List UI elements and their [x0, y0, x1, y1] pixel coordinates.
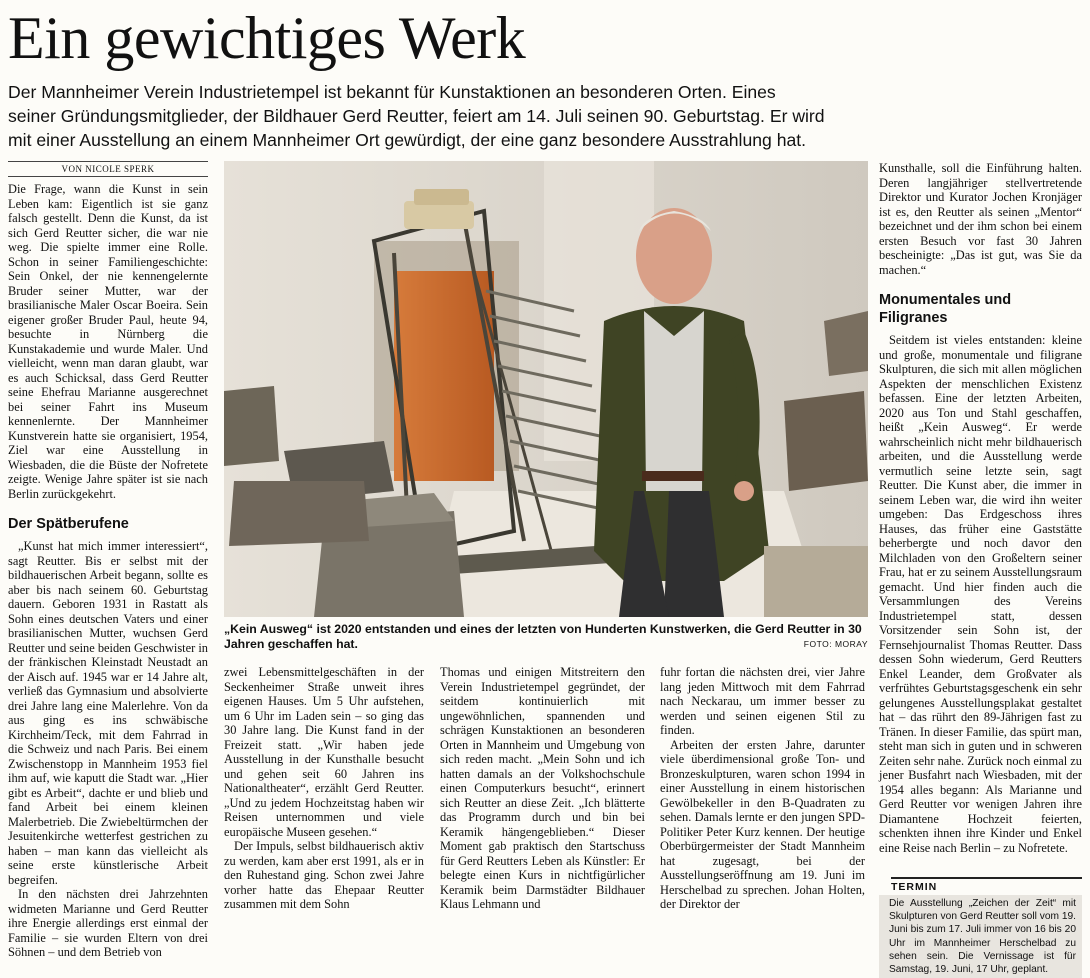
- subheading-spaetberufene: Der Spätberufene: [8, 516, 129, 532]
- paragraph: In den nächsten drei Jahrzehnten widmeten Marianne und Gerd Reutter ihre Energie allerdings erst einmal der Familie – sie wurden Eltern von drei Söhnen – und dem Betrieb von: [8, 887, 208, 959]
- lede-line-3: mit einer Ausstellung an einem Mannheimer Ort gewürdigt, der eine ganz besondere Ausstrahlung hat.: [8, 130, 807, 150]
- photo-gerd-reutter-sculpture: [224, 161, 868, 617]
- paragraph: zwei Lebensmittelgeschäften in der Seckenheimer Straße unweit ihres eigenen Hauses. Um 5 Uhr aufstehen, um 6 Uhr im Laden sein – so ging das 30 Jahre lang. Die Kunst fand in der Freizeit statt. „Wir haben jede Ausstellung in der Kunsthalle besucht und gehen seit 60 Jahren ins Nationaltheater“, erzählt Gerd Reutter. „Und zu jedem Hochzeitstag haben wir Reisen unternommen und viele europäische Museen gesehen.“: [224, 665, 424, 839]
- paragraph: Der Impuls, selbst bildhauerisch aktiv zu werden, kam aber erst 1991, als er in den Ruhestand ging. Schon zwei Jahre vorher hatte das Ehepaar Reutter zusammen mit dem Sohn: [224, 839, 424, 911]
- paragraph: Kunsthalle, soll die Einführung halten. Deren langjähriger stellvertretende Direktor und Kurator Jochen Kronjäger ist es, den Reutter als seinen „Mentor“ bezeichnet und der ihm schon bei einem ersten Besuch vor fast 30 Jahren bescheinigte: „Das ist gut, was Sie da machen.“: [879, 161, 1082, 277]
- lede-line-2: seiner Gründungsmitglieder, der Bildhauer Gerd Reutter, feiert am 14. Juli seinen 90. Geburtstag. Er wird: [8, 106, 825, 126]
- subheading-monumentales: Monumentales und Filigranes: [879, 292, 1012, 326]
- paragraph: Thomas und einigen Mitstreitern den Verein Industrietempel gegründet, der seitdem kontinuierlich mit ungewöhnlichen, spannenden und schrägen Kunstaktionen an besonderen Orten in Mannheim und Umgebung von sich reden macht. „Mein Sohn und ich hatten damals an der Volkshochschule einen Computerkurs besucht“, erinnert sich Reutter an diese Zeit. „Ich blätterte das Programm durch und bin bei Keramik hängengeblieben.“ Dieser Moment gab praktisch den Startschuss für Gerd Reutters Leben als Künstler: Er belegte einen Kurs in nichtfigürlicher Keramik beim Darmstädter Bildhauer Klaus Lehmann und: [440, 665, 645, 911]
- headline: Ein gewichtiges Werk: [8, 5, 526, 71]
- paragraph: „Kunst hat mich immer interessiert“, sagt Reutter. Bis er selbst mit der bildhauerischen Arbeit begann, sollte es aber bis nach seinem 60. Geburtstag dauern. Geboren 1931 in Rastatt als Sohn eines deutschen Vaters und einer brasilianischen Mutter, wuchsen Gerd Reutter und seine beiden Geschwister in der fränkischen Kleinstadt Neustadt an der Aisch auf. 1945 war er 14 Jahre alt, verließ das Gymnasium und absolvierte drei Jahre lang eine Malerlehre. Von da aus ging es ins schwäbische Kirchheim/Teck, mit dem Fahrrad in die Schweiz und nach Paris. Bei einem Zwischenstopp in Mannheim 1953 fiel ihm auf, wie kaputt die Stadt war. „Hier gibt es Arbeit“, dachte er und blieb und fand Arbeit bei einem kleinen Malerbetrieb. Die Zwiebeltürmchen der Jesuitenkirche wetterfest gestrichen zu haben – man kann das vielleicht als seine erste künstlerische Arbeit begreifen.: [8, 539, 208, 887]
- article-column-4: [660, 665, 865, 912]
- termin-body: Die Ausstellung „Zeichen der Zeit“ mit Skulpturen von Gerd Reutter soll vom 19. Juni bis zum 17. Juli immer von 16 bis 20 Uhr im Mannheimer Herschelbad zu sehen sein. Die Vernissage ist für Samstag, 19. Juni, 17 Uhr, geplant.: [879, 895, 1082, 978]
- lede-line-1: Der Mannheimer Verein Industrietempel ist bekannt für Kunstaktionen an besonderen Orten. Eines: [8, 82, 776, 102]
- byline: VON NICOLE SPERK: [8, 161, 208, 177]
- termin-box: [879, 877, 1082, 978]
- photo-credit: FOTO: MORAY: [803, 639, 868, 649]
- photo-caption: [224, 622, 868, 652]
- article-column-1: [8, 182, 208, 960]
- paragraph: Seitdem ist vieles entstanden: kleine und große, monumentale und filigrane Skulpturen, die sich mit allen möglichen Aspekten der menschlichen Existenz befassen. Eine der letzten Arbeiten, 2020 aus Ton und Stahl geschaffen, heißt „Kein Ausweg“. Er werde wahrscheinlich nicht mehr bildhauerisch arbeiten, und die Ausstellung werde vermutlich seine letzte sein, sagt Reutter. Die Kunst aber, die immer in seinem Leben war, die wird ihn weiter umgeben: Das Erdgeschoss ihres Hauses, das früher eine Gaststätte beherbergte und noch davor den Milchladen von den Großeltern seiner Frau, hat er zu seinem Ausstellungsraum gemacht. Und hier finden auch die Versammlungen des Vereins Industrietempel statt, dessen Vorsitzender sein Sohn ist, der Fernsehjournalist Thomas Reutter. Dass dessen Sohn wiederum, Gerd Reutters Enkel Leander, dem Großvater als verfrühtes Geburtstagsgeschenk ein sehr gelungenes Ausstellungsplakat gestaltet hat – das rührt den 89-Jährigen fast zu Tränen. In dieser Familie, das spürt man, steht man sich in guten und in schweren Zeiten sehr nahe. Zurück noch einmal zu jener Busfahrt nach Wiesbaden, mit der 1954 alles begann: Als Marianne und Gerd Reutter vor wenigen Jahren ihre Diamantene Hochzeit feierten, schenkten ihnen ihre Kinder und Enkel eine Reise nach Berlin – zu Nofretete.: [879, 333, 1082, 855]
- caption-text: „Kein Ausweg“ ist 2020 entstanden und eines der letzten von Hunderten Kunstwerken, die Gerd Reutter in 30 Jahren geschaffen hat.: [224, 622, 862, 651]
- paragraph: Arbeiten der ersten Jahre, darunter viele überdimensional große Ton- und Bronzeskulpturen, waren schon 1994 in einer Ausstellung in einem historischen Gewölbekeller in den B-Quadraten zu sehen. Damals lernte er den jungen SPD-Politiker Peter Kurz kennen. Der heutige Oberbürgermeister der Stadt Mannheim hat zugesagt, bei der Ausstellungseröffnung am 19. Juni im Herschelbad zu sprechen. Johan Holten, der Direktor der: [660, 737, 865, 911]
- article-column-2: [224, 665, 424, 912]
- photo-illustration: [224, 161, 868, 617]
- termin-heading: TERMIN: [891, 877, 1082, 893]
- paragraph: Die Frage, wann die Kunst in sein Leben kam: Eigentlich ist sie ganz falsch gestellt. Denn die Kunst, da ist sich Gerd Reutter sicher, die war nie weg. Die spielte immer eine Rolle. Schon in seiner Familiengeschichte: Sein Onkel, der nie kennengelernte Bruder seiner Mutter, war der brasilianische Maler Oscar Boeira. Sein eigener großer Bruder Paul, heute 94, besuchte in Nürnberg die Kunstakademie und wurde Maler. Und vielleicht, wenn man daran glaubt, war es auch Schicksal, dass Gerd Reutter seine Ehefrau Marianne ausgerechnet bei seiner Fahrt ins Museum kennenlernte. Der Mannheimer Kunstverein hatte sie organisiert, 1954, Ziel war eine Ausstellung in Wiesbaden, die die Büste der Nofretete zeigte. Wenige Jahre später ist sie nach Berlin zurückgekehrt.: [8, 182, 208, 501]
- lede: [8, 80, 1082, 152]
- article-column-5: [879, 161, 1082, 855]
- article-column-3: [440, 665, 645, 912]
- paragraph: fuhr fortan die nächsten drei, vier Jahre lang jeden Mittwoch mit dem Fahrrad nach Neckarau, um immer besser zu werden und seinen eigenen Stil zu finden.: [660, 665, 865, 737]
